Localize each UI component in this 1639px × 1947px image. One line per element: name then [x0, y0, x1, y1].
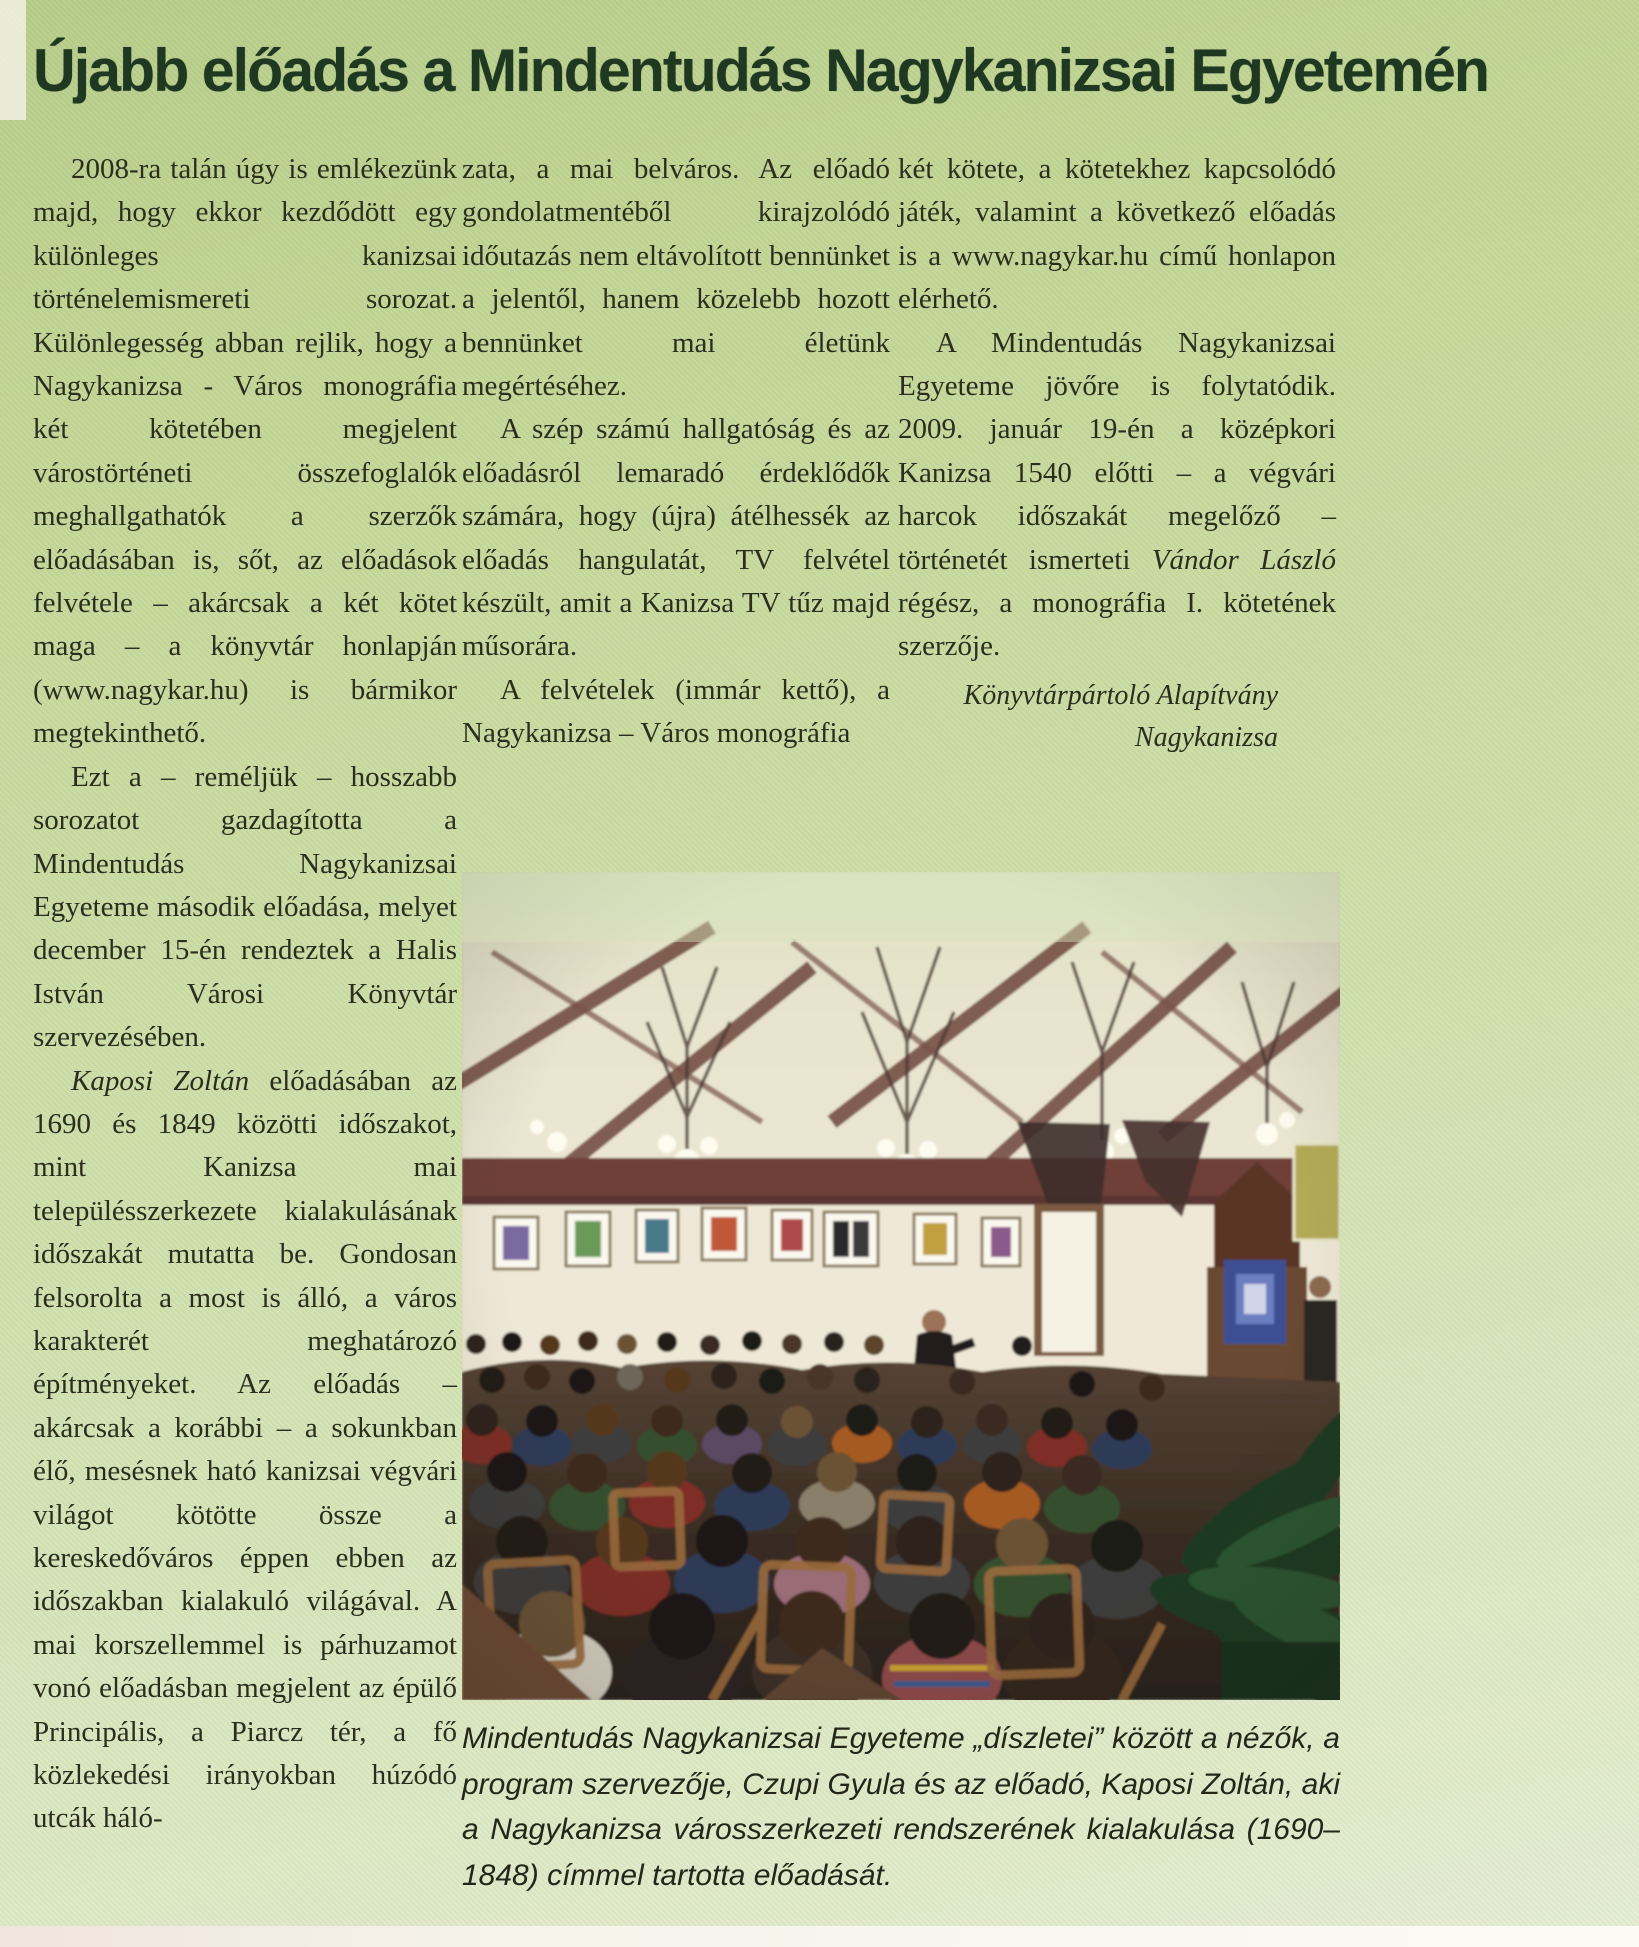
- col3-paragraph-2: [898, 322, 1336, 669]
- col2-paragraph-2: A szép számú hallgatóság és az előadásról lemaradó érdeklődők számára, hogy (újra) átélhessék az előadás hangulatát, TV felvétel készült, amit a Kanizsa TV tűz majd műsorára.: [462, 413, 890, 663]
- text-column-1: [33, 148, 457, 1841]
- col3-paragraph-2-text-b: régész, a monográfia I. kötetének szerzője.: [898, 587, 1336, 663]
- text-column-2: [462, 148, 890, 756]
- col3-paragraph-2-text-a: A Mindentudás Nagykanizsai Egyeteme jövőre is folytatódik. 2009. január 19-én a középkori Kanizsa 1540 előtti – a végvári harcok időszakát megelőző – történetét ismerteti: [898, 326, 1336, 576]
- archaeologist-name: Vándor László: [1151, 543, 1336, 576]
- lecturer-name: Kaposi Zoltán: [71, 1064, 250, 1097]
- signature-block: [898, 675, 1336, 759]
- scan-edge-corner: [0, 0, 26, 120]
- col2-paragraph-3: A felvételek (immár kettő), a Nagykanizsa – Város monográfia: [462, 673, 890, 750]
- signature-line-1: Könyvtárpártoló Alapítvány: [963, 679, 1278, 711]
- article-photo: [462, 872, 1340, 1700]
- col3-paragraph-1: két kötete, a kötetekhez kapcsolódó játék, valamint a következő előadás is a www.nagykar.hu című honlapon elérhető.: [898, 153, 1336, 316]
- col2-paragraph-1: zata, a mai belváros. Az előadó gondolatmentéből kirajzolódó időutazás nem eltávolított bennünket a jelentől, hanem közelebb hozott bennünket mai életünk megértéséhez.: [462, 153, 890, 403]
- col1-paragraph-3: [33, 1060, 457, 1841]
- signature-line-2: Nagykanizsa: [1134, 721, 1278, 753]
- col1-paragraph-2: Ezt a – reméljük – hosszabb sorozatot gazdagította a Mindentudás Nagykanizsai Egyeteme második előadása, melyet december 15-én rendeztek a Halis István Városi Könyvtár szervezésében.: [33, 760, 457, 1054]
- text-column-3: [898, 148, 1336, 759]
- col1-paragraph-1: 2008-ra talán úgy is emlékezünk majd, hogy ekkor kezdődött egy különleges kanizsai történelemismereti sorozat. Különlegesség abban rejlik, hogy a Nagykanizsa - Város monográfia két kötetében megjelent várostörténeti összefoglalók meghallgathatók a szerzők előadásában is, sőt, az előadások felvétele – akárcsak a két kötet maga – a könyvtár honlapján (www.nagykar.hu) is bármikor megtekinthető.: [33, 153, 457, 750]
- scan-edge-bottom: [0, 1926, 1639, 1947]
- col1-paragraph-3-text: előadásában az 1690 és 1849 közötti időszakot, mint Kanizsa mai településszerkezete kialakulásának időszakát mutatta be. Gondosan felsorolta a most is álló, a város karakterét meghatározó építményeket. Az előadás – akárcsak a korábbi – a sokunkban élő, mesésnek ható kanizsai végvári világot kötötte össze a kereskedőváros éppen ebben az időszakban kialakuló világával. A mai korszellemmel is párhuzamot vonó előadásban megjelent az épülő Principális, a Piarcz tér, a fő közlekedési irányokban húzódó utcák háló-: [33, 1064, 457, 1835]
- article-title: Újabb előadás a Mindentudás Nagykanizsai Egyetemén: [33, 37, 1488, 104]
- audience-hall-illustration: [462, 872, 1340, 1700]
- photo-caption: Mindentudás Nagykanizsai Egyeteme „díszletei” között a nézők, a program szervezője, Czupi Gyula és az előadó, Kaposi Zoltán, aki a Nagykanizsa városszerkezeti rendszerének kialakulása (1690–1848) címmel tartotta előadását.: [462, 1722, 1340, 1892]
